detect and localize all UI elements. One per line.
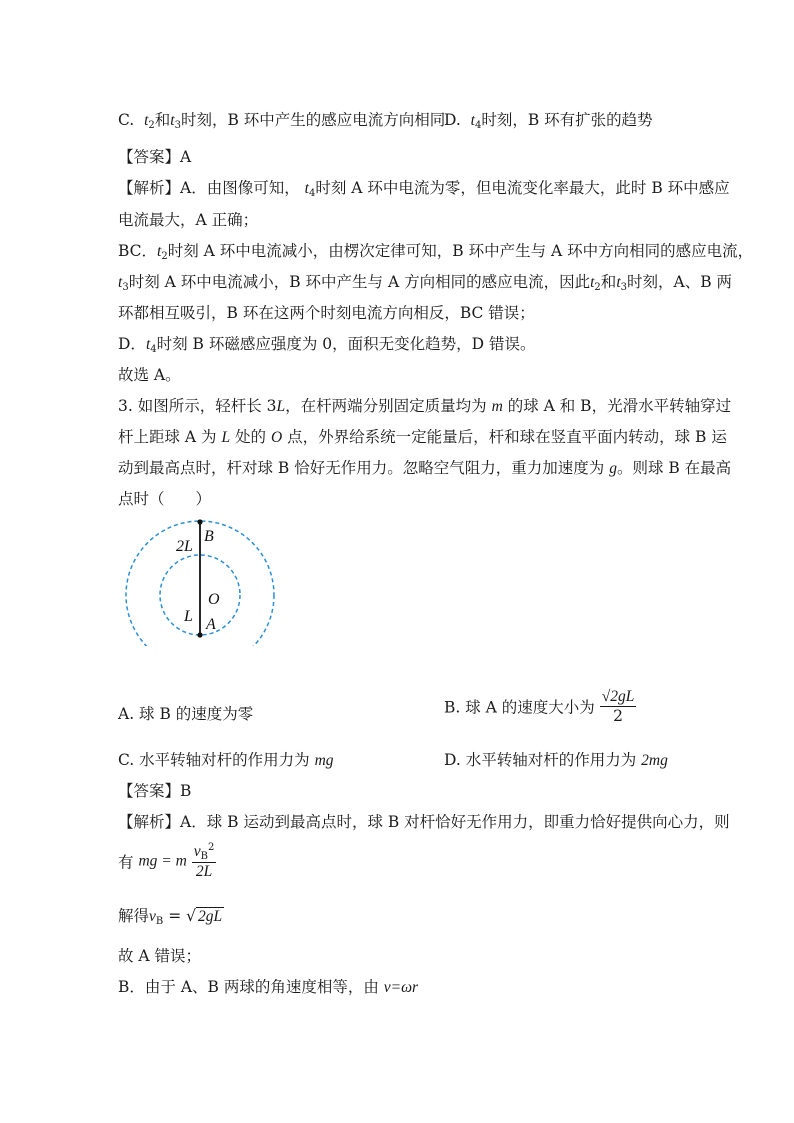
q3-option-c: C. 水平转轴对杆的作用力为 mg [118, 751, 334, 769]
q2-choose: 故选 A。 [118, 366, 181, 384]
q2-option-d: D. $t_4$时刻，B 环有扩张的趋势 [444, 111, 653, 131]
label-2L: 2L [176, 538, 193, 555]
q2-analysis-line-3: BC．$t_2$时刻 A 环中电流减小，由楞次定律可知，B 环中产生与 A 环中方向相同的感应电流， [118, 242, 754, 262]
q3-option-d: D. 水平转轴对杆的作用力为 2mg [444, 751, 668, 769]
q2-analysis-line-2: 电流最大，A 正确； [118, 211, 259, 229]
label-O: O [208, 591, 220, 608]
q2-analysis-line-5: 环都相互吸引，B 环在这两个时刻电流方向相反，BC 错误； [118, 304, 535, 322]
label-B: B [204, 528, 214, 545]
q3-option-b-fraction: $\frac{√2gL}{2}$ [601, 688, 635, 725]
q3-equation-1-fraction: $\frac{v_B^2}{2L}$ [193, 842, 215, 881]
q3-stem-line-2: 杆上距球 A 为 L 处的 O 点，外界给系统一定能量后，杆和球在竖直平面内转动，球 B 运 [118, 428, 727, 446]
q3-stem-line-4: 点时（ ） [118, 490, 212, 508]
q3-stem-line-3: 动到最高点时，杆对球 B 恰好无作用力。忽略空气阻力，重力加速度为 g。则球 B 在最高 [118, 459, 732, 477]
q3-option-b: B. 球 A 的速度大小为 $\frac{√2gL}{2}$ [444, 688, 635, 725]
q2-analysis-line-6: D．$t_4$时刻 B 环磁感应强度为 0，面积无变化趋势，D 错误。 [118, 335, 536, 355]
q3-answer: 【答案】B [118, 782, 192, 800]
ball-a-dot [197, 632, 202, 637]
q2-analysis-line-4: $t_3$时刻 A 环中电流减小，B 环中产生与 A 方向相同的感应电流，因此$t_2$和$t_3$时刻，A、B 两 [118, 273, 733, 293]
q2-analysis-line-1: 【解析】A．由图像可知， $t_4$时刻 A 环中电流为零，但电流变化率最大，此时 B 环中感应 [118, 179, 730, 199]
q3-figure [118, 514, 283, 646]
q3-analysis-b-line: B．由于 A、B 两球的角速度相等，由 v=ωr [118, 978, 419, 996]
q3-analysis-line-1: 【解析】A．球 B 运动到最高点时，球 B 对杆恰好无作用力，即重力恰好提供向心力，则 [118, 813, 730, 831]
q2-answer: 【答案】A [118, 148, 192, 166]
sqrt-sign: √ [186, 907, 196, 925]
ball-b-dot [197, 519, 202, 524]
q3-analysis-a-conclusion: 故 A 错误； [118, 947, 202, 965]
q3-equation-2: 解得$v_B$ = √ 2gL [118, 907, 223, 927]
q3-equation-1: 有 mg = m $\frac{v_B^2}{2L}$ [118, 842, 215, 881]
label-L: L [184, 608, 193, 625]
label-A: A [206, 616, 216, 633]
q2-option-c: C. $t_2$和$t_3$时刻，B 环中产生的感应电流方向相同 [118, 111, 446, 131]
q3-option-a: A. 球 B 的速度为零 [118, 705, 254, 723]
q3-stem-line-1: 3. 如图所示，轻杆长 3L，在杆两端分别固定质量均为 m 的球 A 和 B，光滑水平转轴穿过 [118, 397, 732, 415]
